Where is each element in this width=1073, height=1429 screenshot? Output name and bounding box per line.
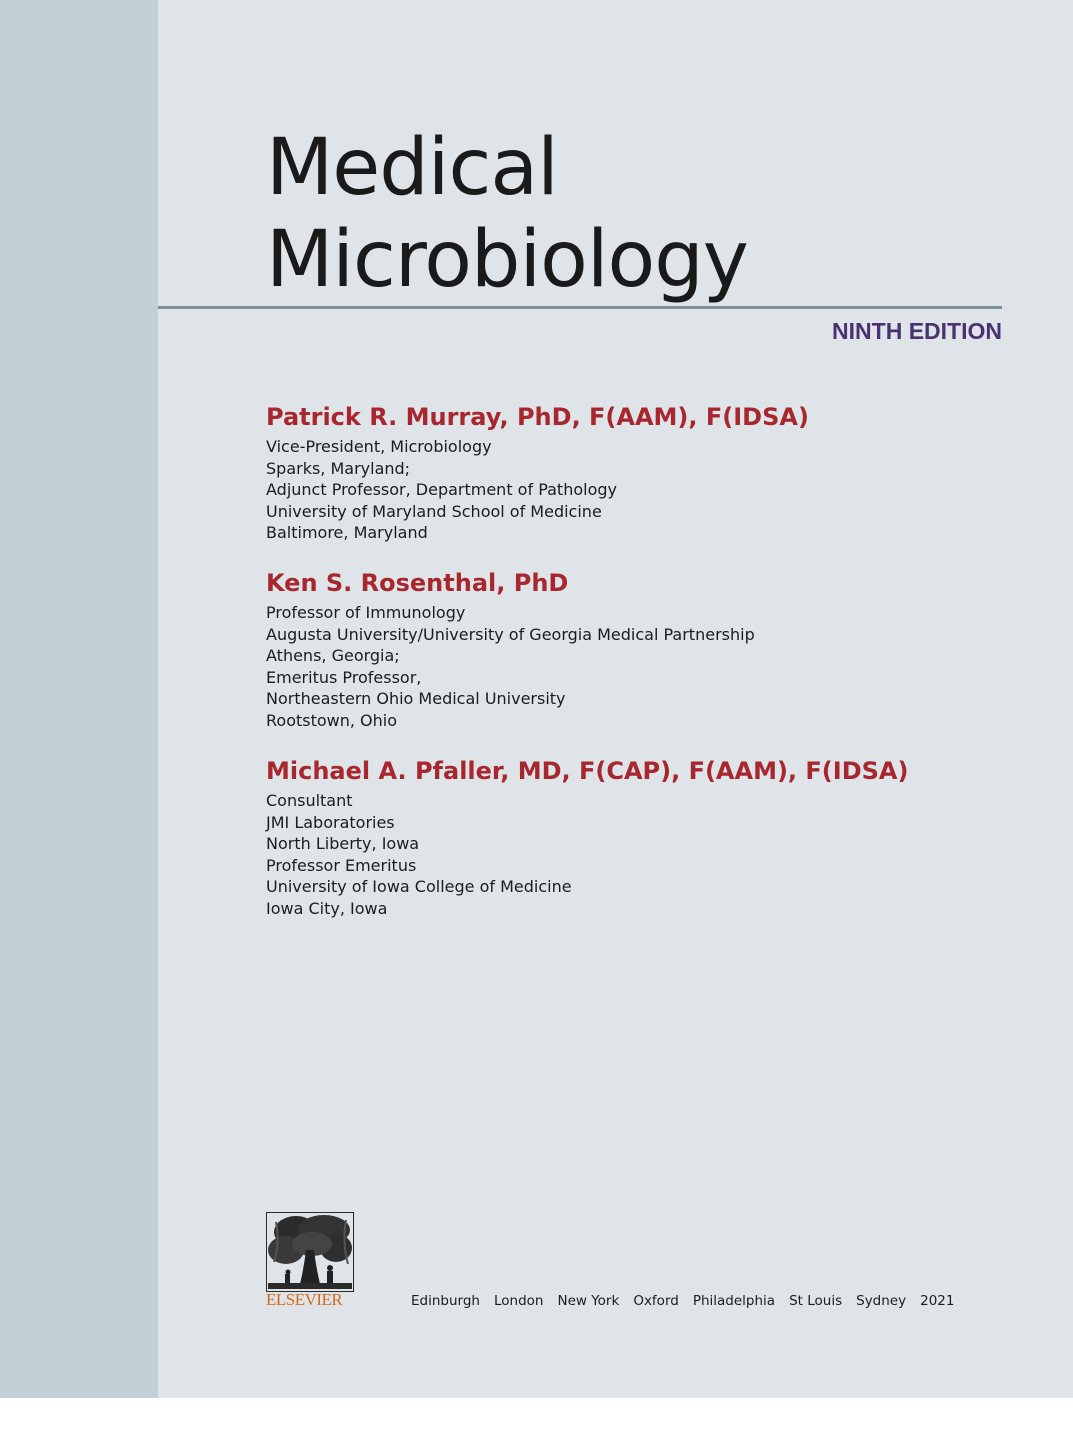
city-item: Edinburgh: [411, 1293, 480, 1309]
affiliation-line: Adjunct Professor, Department of Pathology: [266, 480, 617, 499]
title-divider: [158, 306, 1002, 309]
author-affiliation: [266, 790, 908, 919]
affiliation-line: Athens, Georgia;: [266, 646, 400, 665]
affiliation-line: University of Iowa College of Medicine: [266, 877, 572, 896]
affiliation-line: JMI Laboratories: [266, 812, 395, 832]
author-affiliation: [266, 436, 809, 544]
publisher-logo: [266, 1212, 356, 1310]
author-name: Patrick R. Murray, PhD, F(AAM), F(IDSA): [266, 403, 809, 431]
city-item: Oxford: [633, 1293, 679, 1309]
city-item: Sydney: [856, 1293, 907, 1309]
affiliation-line: Northeastern Ohio Medical University: [266, 689, 566, 708]
author-name: Michael A. Pfaller, MD, F(CAP), F(AAM), F(IDSA): [266, 757, 909, 785]
book-title: [266, 122, 748, 306]
publication-year: 2021: [920, 1293, 955, 1309]
city-item: New York: [557, 1293, 620, 1309]
author-block-pfaller: [266, 756, 908, 919]
affiliation-line: Vice-President, Microbiology: [266, 437, 492, 456]
publisher-logo-text: ELSEVIER: [266, 1290, 343, 1309]
author-affiliation: [266, 602, 755, 731]
edition-label: NINTH EDITION: [832, 318, 1002, 344]
book-title-line-1: Medical: [266, 123, 558, 213]
affiliation-line: University of Maryland School of Medicine: [266, 501, 602, 521]
affiliation-line: Baltimore, Maryland: [266, 523, 428, 542]
side-strip: [0, 0, 158, 1398]
author-block-murray: [266, 402, 809, 544]
affiliation-line: Augusta University/University of Georgia Medical Partnership: [266, 624, 755, 644]
affiliation-line: Professor of Immunology: [266, 603, 466, 622]
city-item: Philadelphia: [692, 1293, 776, 1309]
author-name: Ken S. Rosenthal, PhD: [266, 569, 569, 597]
affiliation-line: Professor Emeritus: [266, 855, 417, 875]
book-title-line-2: Microbiology: [266, 215, 748, 305]
affiliation-line: Emeritus Professor,: [266, 667, 422, 687]
publisher-cities: [411, 1293, 954, 1309]
affiliation-line: Iowa City, Iowa: [266, 898, 388, 918]
city-item: London: [493, 1293, 544, 1309]
city-item: St Louis: [789, 1293, 843, 1309]
affiliation-line: Rootstown, Ohio: [266, 710, 398, 730]
affiliation-line: North Liberty, Iowa: [266, 834, 420, 853]
elsevier-tree-icon: [266, 1212, 354, 1292]
affiliation-line: Sparks, Maryland;: [266, 458, 411, 478]
affiliation-line: Consultant: [266, 791, 353, 810]
author-block-rosenthal: [266, 568, 755, 731]
